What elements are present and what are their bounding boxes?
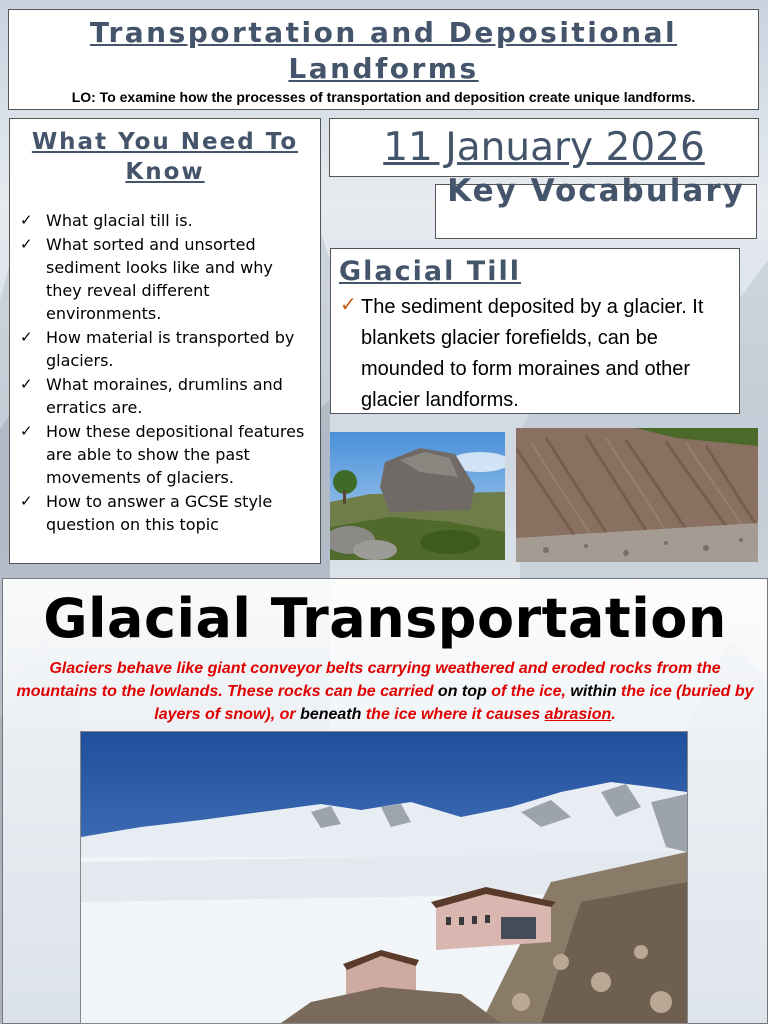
checkmark-icon: ✓ [340, 292, 357, 316]
need-to-know-list [10, 209, 320, 536]
checkmark-icon: ✓ [20, 422, 33, 440]
glacial-till-definition: The sediment deposited by a glacier. It blankets glacier forefields, can be mounded to form moraines and other glacier landforms. [361, 296, 704, 411]
boulder-image [330, 432, 505, 560]
key-vocabulary-panel [435, 173, 757, 239]
glacier-photo [80, 731, 688, 1024]
checkmark-icon: ✓ [20, 492, 33, 510]
list-item: ✓ What moraines, drumlins and erratics are. [20, 375, 283, 417]
list-item: ✓ What sorted and unsorted sediment looks like and why they reveal different environments. [20, 235, 273, 323]
date-text: 11 January 2026 [383, 125, 705, 170]
sediment-image [516, 428, 758, 562]
learning-objective: LO: To examine how the processes of transportation and deposition create unique landforms. [71, 89, 696, 105]
checkmark-icon: ✓ [20, 328, 33, 346]
list-item: ✓ How material is transported by glaciers. [20, 328, 295, 370]
checkmark-icon: ✓ [20, 375, 33, 393]
glacial-till-panel [330, 248, 740, 414]
page-title: Transportation and Depositional Landforms [89, 16, 678, 85]
need-to-know-heading: What You Need To Know [31, 129, 299, 185]
need-to-know-panel [9, 118, 321, 564]
date-panel [329, 118, 759, 177]
till-sediment-photo [516, 428, 758, 562]
glacier-image [81, 732, 687, 1023]
glacial-transportation-heading: Glacial Transportation [43, 587, 727, 650]
title-panel [8, 9, 759, 110]
checkmark-icon: ✓ [20, 235, 33, 253]
glacial-transportation-text: Glaciers behave like giant conveyor belts carrying weathered and eroded rocks from the mountains to the lowlands. These rocks can be carried on top of the ice, within the ice (buried by layers of snow), or beneath the ice where it causes abrasion. [16, 660, 754, 723]
list-item: ✓ What glacial till is. [20, 211, 193, 230]
list-item: ✓ How to answer a GCSE style question on this topic [20, 492, 273, 534]
glacial-till-heading: Glacial Till [339, 256, 521, 287]
erratic-boulder-photo [330, 432, 505, 560]
key-vocabulary-heading: Key Vocabulary [447, 173, 745, 209]
list-item: ✓ How these depositional features are able to show the past movements of glaciers. [20, 422, 305, 487]
checkmark-icon: ✓ [20, 211, 33, 229]
